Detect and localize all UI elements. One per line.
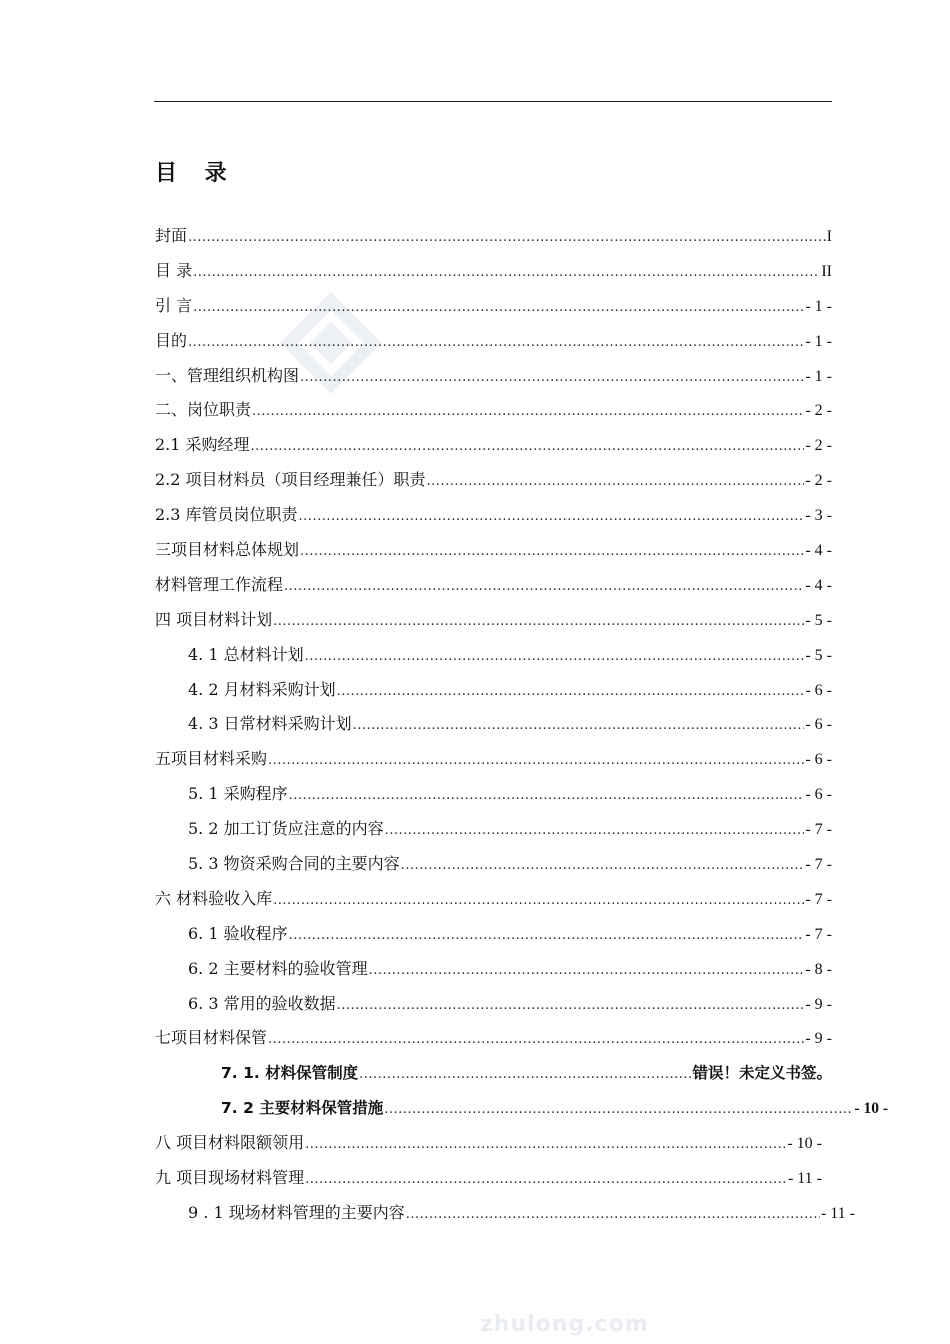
- toc-entry-label: 7. 1. 材料保管制度: [221, 1064, 359, 1083]
- toc-dot-leader: [337, 675, 805, 708]
- toc-dot-leader: [300, 361, 804, 394]
- toc-entry[interactable]: [155, 952, 832, 987]
- toc-dot-leader: [305, 1128, 786, 1161]
- toc-entry[interactable]: [155, 289, 832, 324]
- toc-entry-label: 4. 1 总材料计划: [188, 644, 304, 664]
- toc-dot-leader: [384, 1093, 853, 1126]
- toc-entry-page-number: - 11 -: [787, 1170, 822, 1188]
- toc-entry-label: 四 项目材料计划: [155, 609, 273, 629]
- toc-entry-page-number: - 7 -: [805, 856, 832, 874]
- toc-entry[interactable]: [155, 987, 832, 1022]
- toc-entry[interactable]: [155, 1056, 832, 1091]
- toc-entry[interactable]: [155, 882, 832, 917]
- toc-entry-label: 5. 2 加工订货应注意的内容: [188, 819, 384, 839]
- toc-entry-page-number: - 10 -: [787, 1135, 822, 1153]
- toc-entry-label: 2.3 库管员岗位职责: [155, 505, 298, 525]
- toc-entry[interactable]: [155, 847, 832, 882]
- toc-entry-page-number: - 11 -: [820, 1204, 855, 1222]
- toc-entry-page-number: - 2 -: [805, 472, 832, 490]
- toc-entry-page-number: 错误！未定义书签。: [692, 1065, 832, 1083]
- toc-dot-leader: [289, 919, 805, 952]
- toc-entry[interactable]: [155, 428, 832, 463]
- toc-entry[interactable]: [155, 359, 832, 394]
- toc-entry-label: 7. 2 主要材料保管措施: [221, 1099, 384, 1118]
- toc-dot-leader: [337, 989, 805, 1022]
- toc-entry[interactable]: [155, 603, 832, 638]
- toc-entry-page-number: - 7 -: [805, 821, 832, 839]
- toc-entry-label: 三项目材料总体规划: [155, 540, 300, 560]
- toc-entry[interactable]: [155, 1126, 822, 1161]
- toc-entry-label: 六 材料验收入库: [155, 888, 273, 908]
- toc-entry[interactable]: [155, 638, 832, 673]
- toc-entry-page-number: - 4 -: [805, 576, 832, 594]
- toc-dot-leader: [299, 500, 805, 533]
- toc-entry[interactable]: [155, 1161, 822, 1196]
- toc-dot-leader: [401, 849, 805, 882]
- toc-dot-leader: [369, 954, 805, 987]
- toc-entry-page-number: - 6 -: [805, 681, 832, 699]
- toc-entry[interactable]: [155, 673, 832, 708]
- toc-entry-label: 4. 2 月材料采购计划: [188, 679, 336, 699]
- toc-entry-page-number: - 7 -: [805, 890, 832, 908]
- toc-entry[interactable]: [155, 463, 832, 498]
- toc-entry-page-number: - 6 -: [805, 716, 832, 734]
- toc-entry-page-number: - 7 -: [805, 925, 832, 943]
- toc-entry-label: 6. 2 主要材料的验收管理: [188, 958, 368, 978]
- toc-entry[interactable]: [155, 742, 832, 777]
- toc-entry-page-number: - 5 -: [805, 646, 832, 664]
- toc-entry-label: 5. 3 物资采购合同的主要内容: [188, 854, 400, 874]
- toc-entry[interactable]: [155, 219, 832, 254]
- toc-entry-label: 封面: [155, 226, 188, 245]
- toc-dot-leader: [427, 465, 805, 498]
- toc-entry-label: 目的: [155, 330, 188, 350]
- toc-entry[interactable]: [155, 707, 832, 742]
- toc-entry-page-number: - 6 -: [805, 751, 832, 769]
- toc-dot-leader: [188, 221, 826, 254]
- toc-entry-label: 七项目材料保管: [155, 1028, 268, 1048]
- toc-entry-page-number: - 1 -: [805, 297, 832, 315]
- toc-entry-page-number: - 8 -: [805, 960, 832, 978]
- toc-entry-label: 6. 1 验收程序: [188, 923, 288, 943]
- toc-entry-page-number: - 10 -: [854, 1100, 888, 1118]
- toc-dot-leader: [193, 291, 804, 324]
- toc-entry[interactable]: [155, 498, 832, 533]
- toc-entry-page-number: I: [826, 228, 832, 245]
- toc-entry-label: 八 项目材料限额领用: [155, 1133, 305, 1153]
- toc-dot-leader: [300, 535, 804, 568]
- toc-entry-page-number: - 5 -: [805, 611, 832, 629]
- toc-dot-leader: [273, 884, 804, 917]
- header-rule: [154, 101, 832, 102]
- toc-dot-leader: [193, 256, 820, 289]
- toc-dot-leader: [188, 326, 804, 359]
- table-of-contents: [155, 219, 888, 1231]
- toc-dot-leader: [273, 605, 804, 638]
- toc-entry[interactable]: [155, 533, 832, 568]
- toc-entry[interactable]: [155, 393, 832, 428]
- toc-dot-leader: [268, 1023, 804, 1056]
- toc-entry-page-number: - 2 -: [805, 402, 832, 420]
- toc-entry-label: 二、岗位职责: [155, 400, 252, 420]
- toc-dot-leader: [252, 395, 804, 428]
- toc-entry-label: 九 项目现场材料管理: [155, 1168, 305, 1188]
- toc-entry-label: 9 . 1 现场材料管理的主要内容: [188, 1202, 405, 1222]
- toc-entry[interactable]: [155, 917, 832, 952]
- toc-entry-page-number: - 1 -: [805, 367, 832, 385]
- toc-entry-page-number: - 2 -: [805, 437, 832, 455]
- toc-dot-leader: [305, 640, 805, 673]
- toc-entry[interactable]: [155, 1196, 855, 1231]
- toc-entry[interactable]: [155, 812, 832, 847]
- toc-entry[interactable]: [155, 1021, 832, 1056]
- toc-entry[interactable]: [155, 324, 832, 359]
- toc-dot-leader: [268, 744, 804, 777]
- toc-entry-label: 目 录: [155, 260, 193, 280]
- toc-entry-page-number: - 9 -: [805, 995, 832, 1013]
- toc-entry-label: 4. 3 日常材料采购计划: [188, 714, 352, 734]
- toc-dot-leader: [289, 779, 805, 812]
- toc-entry[interactable]: [155, 568, 832, 603]
- toc-entry-page-number: - 1 -: [805, 332, 832, 350]
- toc-dot-leader: [353, 709, 805, 742]
- toc-entry-page-number: - 3 -: [805, 507, 832, 525]
- toc-entry-label: 五项目材料采购: [155, 749, 268, 769]
- toc-entry-page-number: - 9 -: [805, 1030, 832, 1048]
- toc-dot-leader: [305, 1163, 787, 1196]
- toc-entry-page-number: - 4 -: [805, 542, 832, 560]
- toc-entry-page-number: - 6 -: [805, 786, 832, 804]
- toc-entry-page-number: II: [821, 262, 832, 280]
- toc-entry-label: 2.2 项目材料员（项目经理兼任）职责: [155, 470, 426, 490]
- toc-dot-leader: [359, 1058, 691, 1091]
- toc-entry[interactable]: [155, 254, 832, 289]
- toc-title: 目 录: [155, 161, 237, 186]
- toc-dot-leader: [385, 814, 805, 847]
- toc-entry-label: 材料管理工作流程: [155, 574, 284, 594]
- toc-dot-leader: [284, 570, 804, 603]
- toc-entry-label: 引 言: [155, 295, 193, 315]
- toc-entry[interactable]: [155, 777, 832, 812]
- toc-entry-label: 一、管理组织机构图: [155, 365, 300, 385]
- watermark-text: zhulong.com: [480, 1312, 649, 1337]
- toc-entry-label: 5. 1 采购程序: [188, 784, 288, 804]
- toc-entry-label: 2.1 采购经理: [155, 435, 250, 455]
- toc-dot-leader: [406, 1198, 820, 1231]
- toc-dot-leader: [251, 430, 805, 463]
- toc-entry[interactable]: [155, 1091, 888, 1126]
- toc-entry-label: 6. 3 常用的验收数据: [188, 993, 336, 1013]
